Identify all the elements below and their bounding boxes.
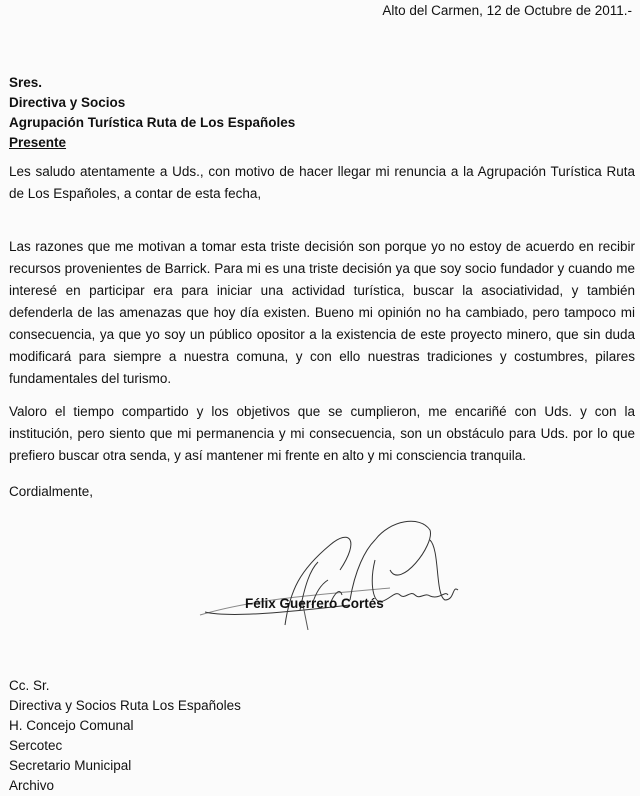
cc-item: Directiva y Socios Ruta Los Españoles: [9, 698, 241, 713]
addressee-salutation: Sres.: [9, 75, 43, 90]
signer-name: Félix Guerrero Cortés: [245, 596, 384, 611]
cc-item: Sercotec: [9, 738, 63, 753]
place-date: Alto del Carmen, 12 de Octubre de 2011.-: [382, 3, 632, 18]
addressee-organization: Agrupación Turística Ruta de Los Españoles: [9, 115, 296, 130]
addressee-block: [9, 73, 295, 153]
paragraph-resignation: Les saludo atentamente a Uds., con motivo de hacer llegar mi renuncia a la Agrupación Turística Ruta de Los Españoles, a contar de esta fecha,: [9, 164, 635, 201]
paragraph-reasons: Las razones que me motivan a tomar esta triste decisión son porque yo no estoy de acuerdo en recibir recursos provenientes de Barrick. Para mi es una triste decisión ya que soy socio fundador y cuando me interesé en participar era para iniciar una actividad turística, buscar la asociatividad, y también defenderla de las amenazas que hoy día existen. Bueno mi opinión no ha cambiado, pero tampoco mi consecuencia, ya que yo soy un público opositor a la existencia de este proyecto minero, que sin duda modificará para siempre a nuestra comuna, y con ello nuestras tradiciones y costumbres, pilares fundamentales del turismo.: [9, 239, 635, 386]
cc-item: H. Concejo Comunal: [9, 718, 134, 733]
cc-list: [9, 676, 241, 796]
cc-item: Cc. Sr.: [9, 678, 50, 693]
cc-item: Archivo: [9, 778, 55, 793]
addressee-board: Directiva y Socios: [9, 95, 126, 110]
closing: Cordialmente,: [9, 484, 94, 499]
addressee-presente: Presente: [9, 135, 67, 150]
cc-item: Secretario Municipal: [9, 758, 132, 773]
paragraph-farewell: Valoro el tiempo compartido y los objetivos que se cumplieron, me encariñé con Uds. y con la institución, pero siento que mi permanencia y mi consecuencia, son un obstáculo para Uds. por lo que prefiero buscar otra senda, y así mantener mi frente en alto y mi consciencia tranquila.: [9, 404, 635, 463]
